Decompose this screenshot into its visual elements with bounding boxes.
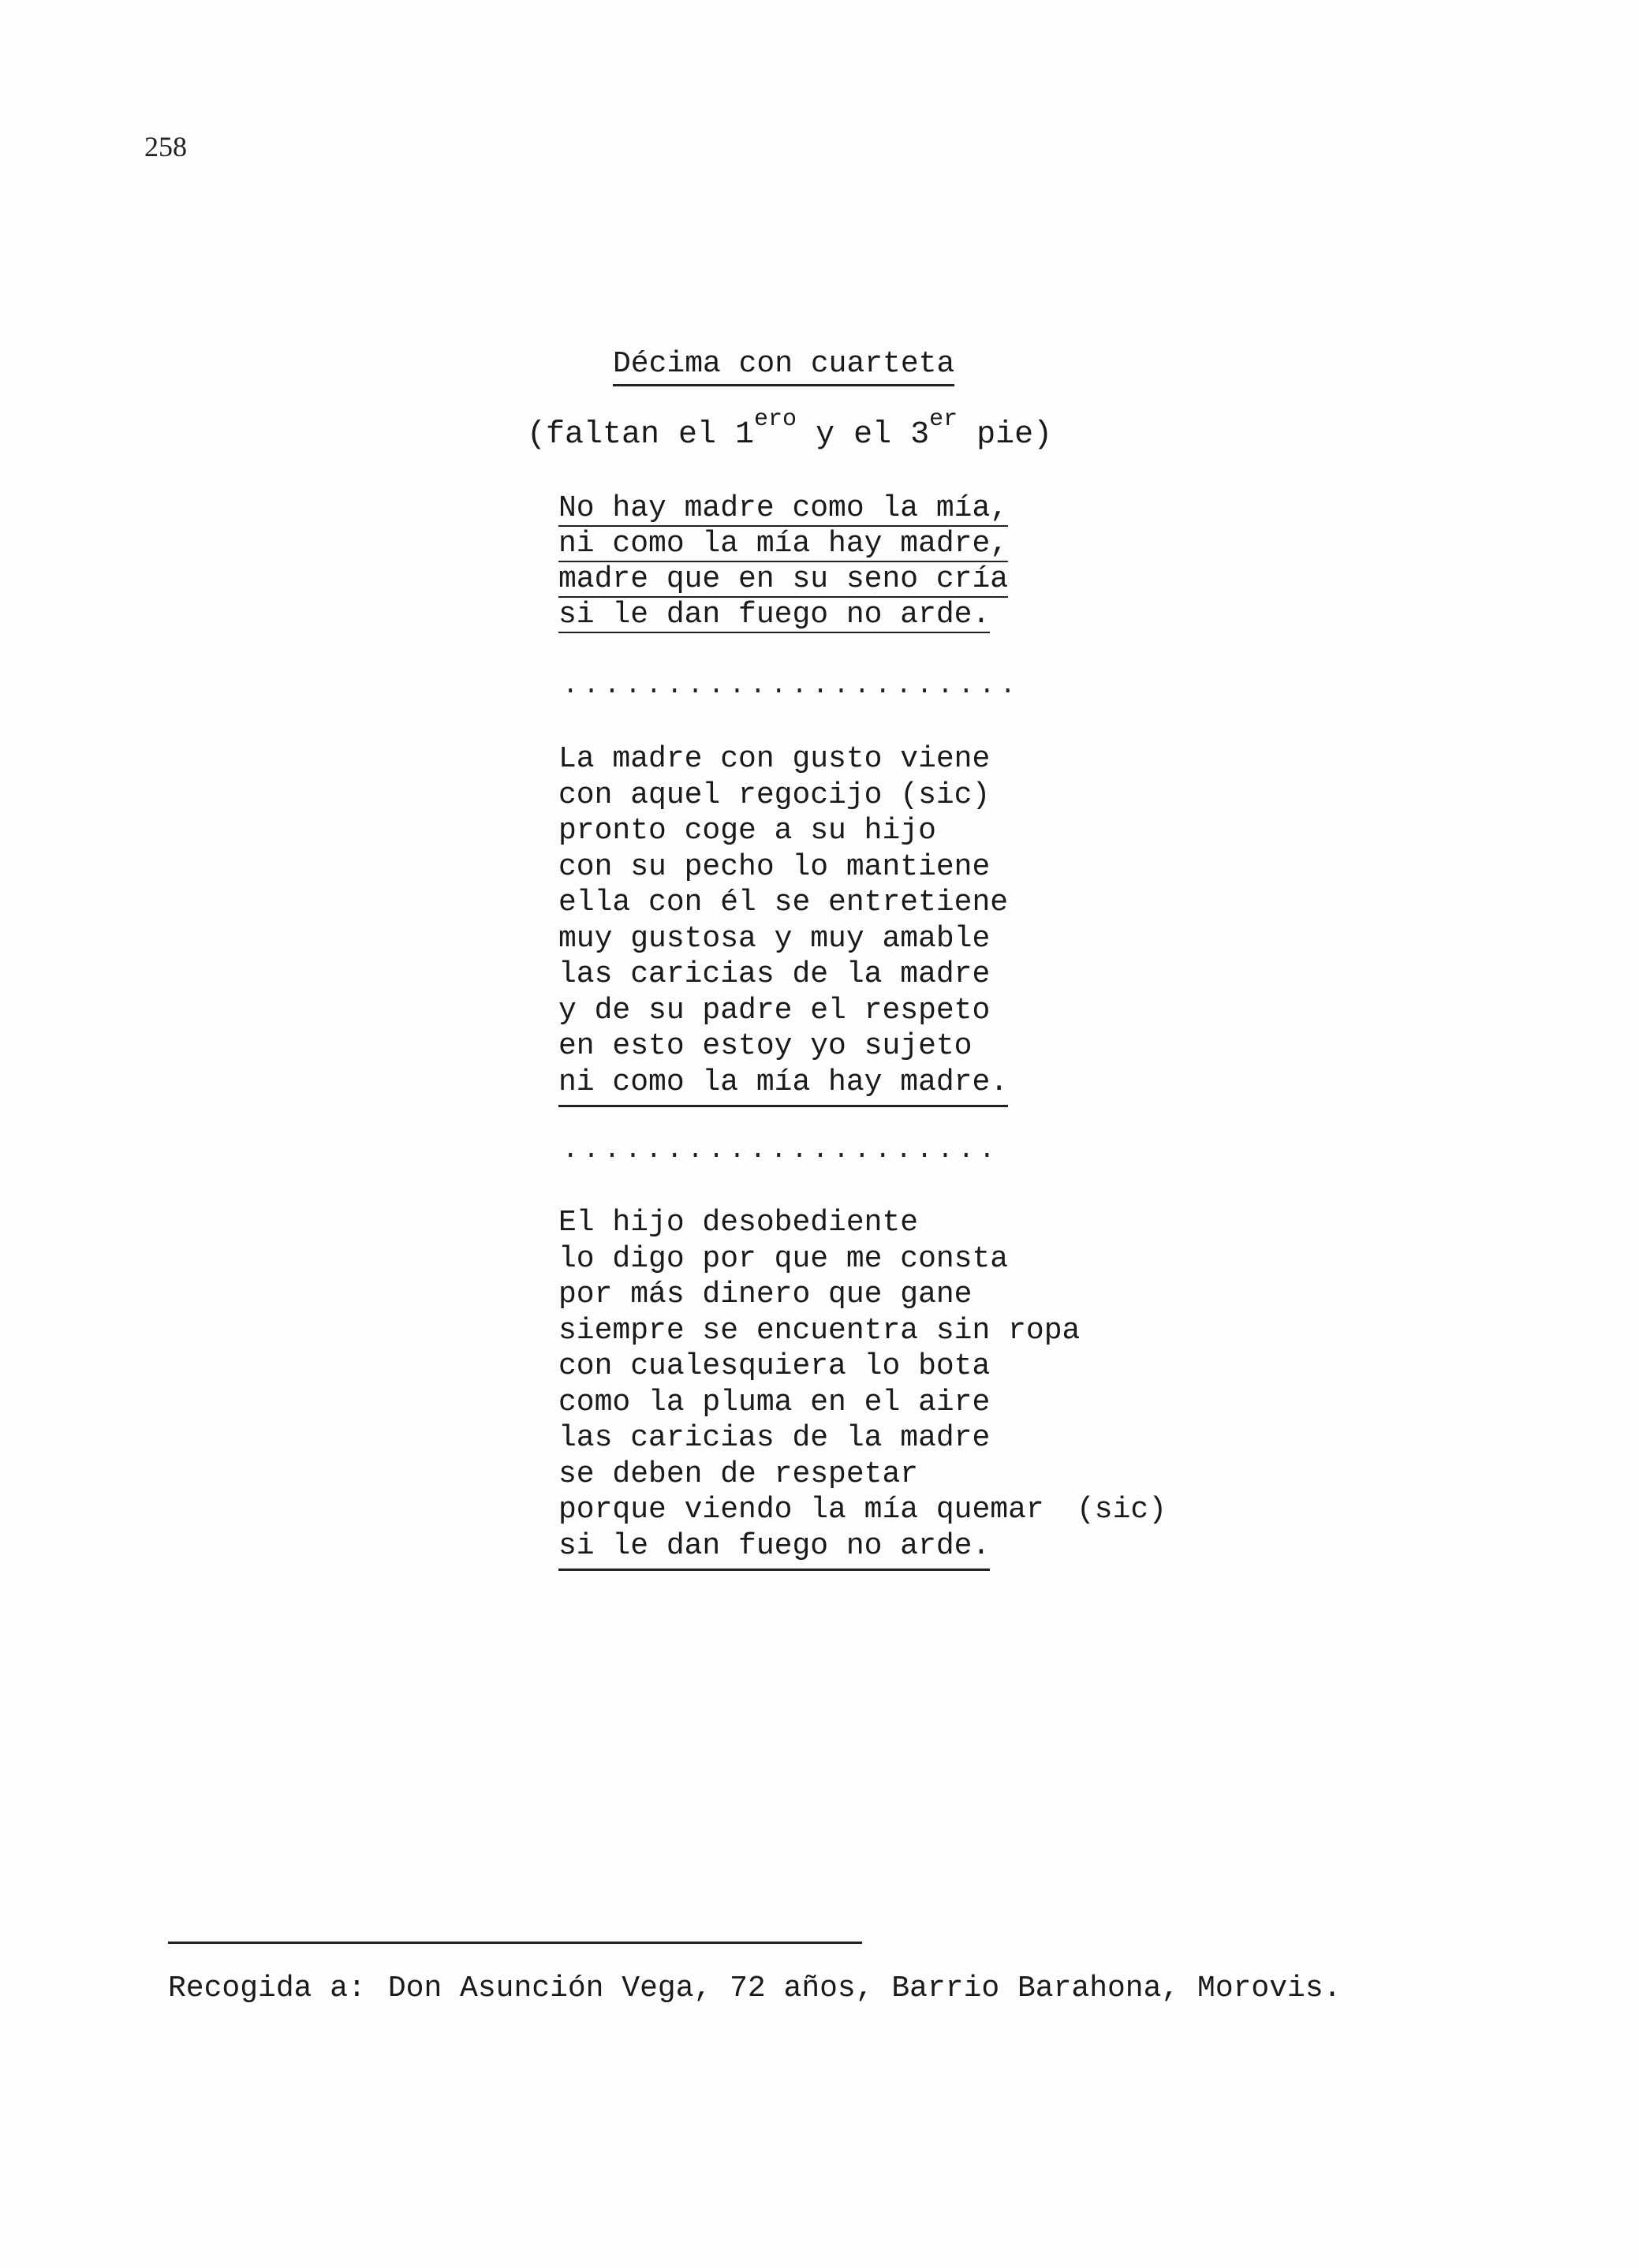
- stanza-line: muy gustosa y muy amable: [558, 921, 991, 956]
- quatrain-line: No hay madre como la mía,: [558, 491, 1009, 525]
- stanza-line: las caricias de la madre: [558, 957, 991, 991]
- stanza-line: La madre con gusto viene: [558, 742, 991, 776]
- decima-stanza-1: [558, 741, 1008, 1107]
- omission-separator: ......................: [562, 671, 1021, 701]
- stanza-line: como la pluma en el aire: [558, 1385, 991, 1419]
- stanza-line: por más dinero que gane: [558, 1278, 973, 1311]
- stanza-line: porque viendo la mía quemar: [558, 1493, 1044, 1527]
- subtitle-prefix: (faltan el 1: [527, 417, 755, 453]
- footnote-text: Don Asunción Vega, 72 años, Barrio Barahona, Morovis.: [387, 1971, 1342, 2005]
- stanza-line: y de su padre el respeto: [558, 993, 991, 1028]
- quatrain-line: ni como la mía hay madre,: [558, 527, 1009, 561]
- stanza-line: con su pecho lo mantiene: [558, 849, 991, 884]
- stanza-line: las caricias de la madre: [558, 1421, 991, 1455]
- decima-stanza-2: [558, 1205, 1080, 1571]
- subtitle-superscript-first: ero: [754, 406, 797, 433]
- stanza-line: con aquel regocijo (sic): [558, 778, 991, 812]
- stanza-line: con cualesquiera lo bota: [558, 1349, 991, 1383]
- stanza-line: pronto coge a su hijo: [558, 814, 936, 848]
- sic-annotation: (sic): [1077, 1493, 1167, 1527]
- stanza-line: en esto estoy yo sujeto: [558, 1029, 973, 1063]
- stanza-line: siempre se encuentra sin ropa: [558, 1313, 1081, 1348]
- quatrain-line: madre que en su seno cría: [558, 562, 1009, 596]
- subtitle-superscript-third: er: [929, 406, 958, 433]
- page-number: 258: [144, 131, 187, 162]
- subtitle-suffix: pie): [958, 417, 1053, 453]
- footnote: [168, 1971, 1341, 2005]
- stanza-final-line: si le dan fuego no arde.: [558, 1528, 990, 1572]
- stanza-line: ella con él se entretiene: [558, 886, 1009, 920]
- stanza-final-line: ni como la mía hay madre.: [558, 1065, 1008, 1108]
- poem-title: Décima con cuarteta: [613, 347, 954, 386]
- subtitle-middle: y el 3: [797, 417, 930, 453]
- poem-subtitle: [527, 406, 1052, 453]
- quatrain-line: si le dan fuego no arde.: [558, 598, 991, 632]
- stanza-line: El hijo desobediente: [558, 1206, 919, 1240]
- stanza-line: lo digo por que me consta: [558, 1241, 1009, 1276]
- omission-separator: .....................: [562, 1136, 1000, 1166]
- footnote-divider: [168, 1942, 862, 1944]
- quatrain-stanza: [558, 491, 1008, 633]
- footnote-label: Recogida a:: [168, 1971, 366, 2005]
- stanza-line: se deben de respetar: [558, 1457, 919, 1491]
